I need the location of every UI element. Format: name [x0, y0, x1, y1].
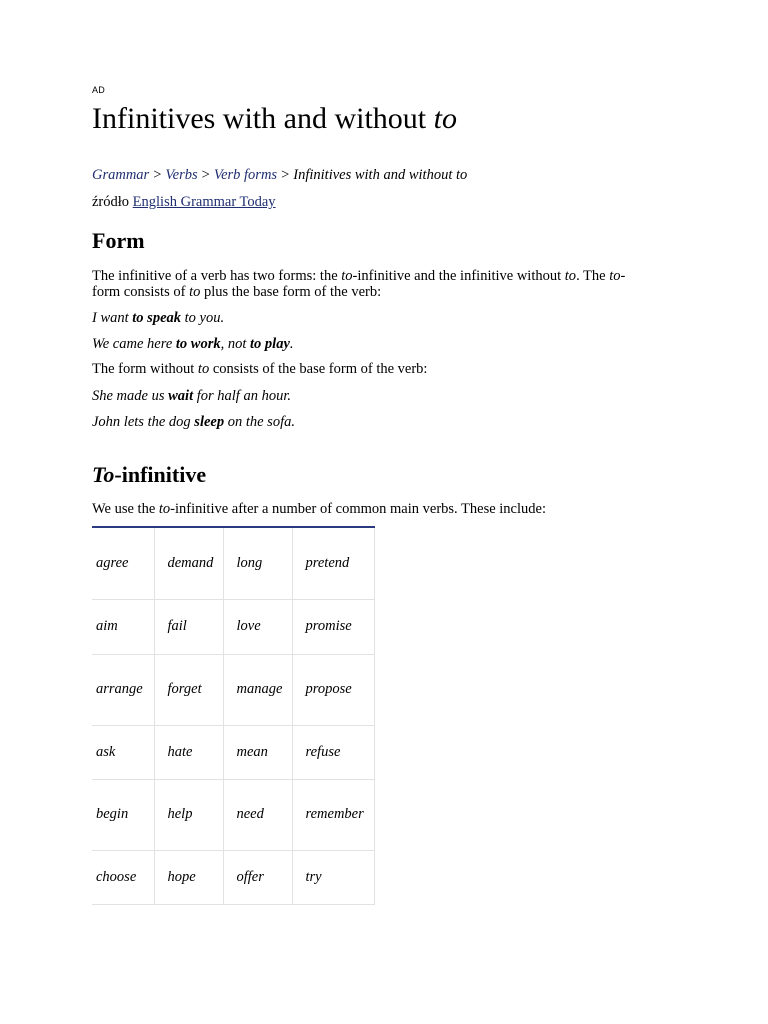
text: The infinitive of a verb has two forms: the	[92, 268, 342, 284]
source-link[interactable]: English Grammar Today	[132, 194, 276, 210]
text: to you.	[181, 310, 225, 326]
text: , not	[220, 336, 251, 352]
example-sentence	[92, 309, 224, 327]
form-heading: Form	[92, 228, 145, 253]
text-bold: sleep	[194, 414, 225, 430]
text-bold: to speak	[132, 310, 182, 326]
breadcrumb-separator: >	[153, 167, 162, 183]
text: for half an hour.	[193, 388, 291, 404]
text-italic: to	[158, 501, 171, 517]
text-bold: to play	[250, 336, 290, 352]
table-cell: long	[223, 527, 292, 599]
without-to-paragraph	[92, 361, 667, 377]
page-title-italic: to	[433, 102, 457, 135]
text: -	[620, 268, 626, 284]
text: -infinitive and the infinitive without	[352, 268, 565, 284]
table-cell: hope	[154, 850, 223, 904]
text: plus the base form of the verb:	[200, 284, 382, 300]
text: She made us	[92, 388, 169, 404]
example-sentence	[92, 387, 291, 405]
table-cell: forget	[154, 654, 223, 725]
table-cell: love	[223, 599, 292, 654]
table-cell: demand	[154, 527, 223, 599]
text: I want	[92, 310, 133, 326]
text: consists of the base form of the verb:	[209, 361, 428, 377]
breadcrumb	[92, 166, 467, 184]
table-row	[92, 779, 374, 850]
example-sentence	[92, 335, 294, 353]
table-cell: choose	[92, 850, 154, 904]
text-bold: to work	[175, 336, 221, 352]
breadcrumb-separator: >	[201, 167, 210, 183]
table-cell: ask	[92, 725, 154, 779]
text: The form without	[92, 361, 198, 377]
table-row	[92, 527, 374, 599]
breadcrumb-separator: >	[281, 167, 290, 183]
to-infinitive-intro	[92, 501, 667, 517]
source-line	[92, 193, 276, 211]
table-cell: propose	[292, 654, 374, 725]
table-cell: offer	[223, 850, 292, 904]
table-row	[92, 654, 374, 725]
breadcrumb-current: Infinitives with and without to	[293, 167, 468, 183]
source-prefix: źródło	[92, 194, 130, 210]
heading-text: -infinitive	[114, 462, 207, 487]
table-cell: arrange	[92, 654, 154, 725]
example-sentence	[92, 413, 295, 431]
text: on the sofa.	[224, 414, 295, 430]
table-row	[92, 725, 374, 779]
page-title	[92, 100, 457, 138]
table-cell: refuse	[292, 725, 374, 779]
table-cell: pretend	[292, 527, 374, 599]
form-intro-paragraph	[92, 268, 667, 300]
table-cell: agree	[92, 527, 154, 599]
text-italic: to	[189, 284, 201, 300]
table-cell: begin	[92, 779, 154, 850]
text: John lets the dog	[92, 414, 195, 430]
table-cell: aim	[92, 599, 154, 654]
table-cell: mean	[223, 725, 292, 779]
table-cell: fail	[154, 599, 223, 654]
table-cell: hate	[154, 725, 223, 779]
page-title-text: Infinitives with and without	[92, 102, 434, 135]
table-cell: manage	[223, 654, 292, 725]
text-italic: to	[564, 268, 577, 284]
table-cell: remember	[292, 779, 374, 850]
table-cell: promise	[292, 599, 374, 654]
heading-italic: To	[92, 462, 115, 487]
text-bold: wait	[168, 388, 194, 404]
breadcrumb-grammar[interactable]: Grammar	[92, 167, 150, 183]
table-cell: help	[154, 779, 223, 850]
verb-table	[92, 526, 375, 905]
ad-label: AD	[92, 85, 106, 95]
table-cell: try	[292, 850, 374, 904]
text: . The	[576, 268, 610, 284]
to-infinitive-heading	[92, 461, 206, 489]
text: -infinitive after a number of common main verbs. These include:	[170, 501, 546, 517]
text: .	[289, 336, 294, 352]
text: We use the	[92, 501, 159, 517]
table-cell: need	[223, 779, 292, 850]
text: form consists of	[92, 284, 190, 300]
breadcrumb-verbs[interactable]: Verbs	[165, 167, 198, 183]
table-row	[92, 599, 374, 654]
text-italic: to	[341, 268, 353, 284]
text-italic: to	[197, 361, 210, 377]
table-row	[92, 850, 374, 904]
text: We came here	[92, 336, 176, 352]
text-italic: to	[609, 268, 621, 284]
breadcrumb-verb-forms[interactable]: Verb forms	[213, 167, 278, 183]
